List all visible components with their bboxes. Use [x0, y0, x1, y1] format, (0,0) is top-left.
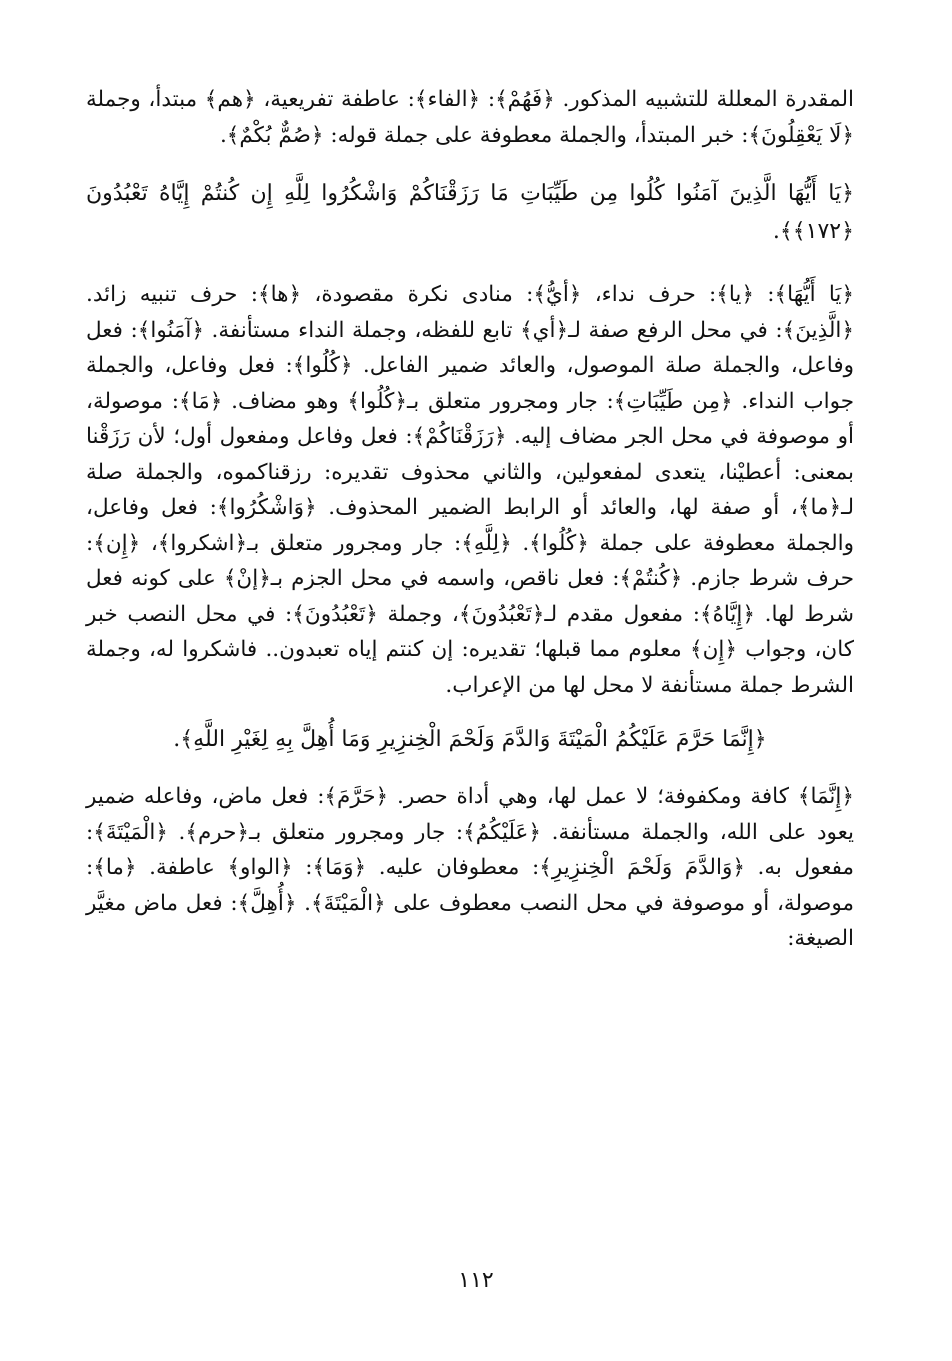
- page-number: ١١٢: [458, 1268, 494, 1293]
- quran-verse-172: ﴿يَا أَيُّهَا الَّذِينَ آمَنُوا كُلُوا مِن طَيِّبَاتِ مَا رَزَقْنَاكُمْ وَاشْكُرُوا لِلَّهِ إِن كُنتُمْ إِيَّاهُ تَعْبُدُونَ ﴿١٧٢﴾﴾.: [86, 181, 854, 244]
- paragraph-parsing-verse-173: ﴿إِنَّمَا﴾ كافة ومكفوفة؛ لا عمل لها، وهي أداة حصر. ﴿حَرَّمَ﴾: فعل ماض، وفاعله ضمير يعود على الله، والجملة مستأنفة. ﴿عَلَيْكُمُ﴾: جار ومجرور متعلق بـ﴿حرم﴾. ﴿الْمَيْتَةَ﴾: مفعول به. ﴿وَالدَّمَ وَلَحْمَ الْخِنزِيرِ﴾: معطوفان عليه. ﴿وَمَا﴾: ﴿الواو﴾ عاطفة. ﴿ما﴾: موصولة، أو موصوفة في محل النصب معطوف على ﴿الْمَيْتَةَ﴾. ﴿أُهِلَّ﴾: فعل ماض مغيَّر الصيغة:: [86, 784, 854, 951]
- paragraph-parsing-verse-172: ﴿يَا أَيُّهَا﴾: ﴿يا﴾: حرف نداء، ﴿أيُّ﴾: منادى نكرة مقصودة، ﴿ها﴾: حرف تنبيه زائد. ﴿الَّذِينَ﴾: في محل الرفع صفة لـ﴿أي﴾ تابع للفظه، وجملة النداء مستأنفة. ﴿آمَنُوا﴾: فعل وفاعل، والجملة صلة الموصول، والعائد ضمير الفاعل. ﴿كُلُوا﴾: فعل وفاعل، والجملة جواب النداء. ﴿مِن طَيِّبَاتِ﴾: جار ومجرور متعلق بـ﴿كُلُوا﴾ وهو مضاف. ﴿مَا﴾: موصولة، أو موصوفة في محل الجر مضاف إليه. ﴿رَزَقْنَاكُمْ﴾: فعل وفاعل ومفعول أول؛ لأن رَزَقْنا بمعنى: أعطيْنا، يتعدى لمفعولين، والثاني محذوف تقديره: رزقناكموه، والجملة صلة لـ﴿ما﴾، أو صفة لها، والعائد أو الرابط الضمير المحذوف. ﴿وَاشْكُرُوا﴾: فعل وفاعل، والجملة معطوفة على جملة ﴿كُلُوا﴾. ﴿لِلَّهِ﴾: جار ومجرور متعلق بـ﴿اشكروا﴾، ﴿إِن﴾: حرف شرط جازم. ﴿كُنتُمْ﴾: فعل ناقص، واسمه في محل الجزم بـ﴿إنْ﴾ على كونه فعل شرط لها. ﴿إِيَّاهُ﴾: مفعول مقدم لـ﴿تَعْبُدُونَ﴾، وجملة ﴿تَعْبُدُونَ﴾: في محل النصب خبر كان، وجواب ﴿إِن﴾ معلوم مما قبلها؛ تقديره: إن كنتم إياه تعبدون.. فاشكروا له، وجملة الشرط جملة مستأنفة لا محل لها من الإعراب.: [86, 282, 854, 698]
- quran-verse-173: ﴿إِنَّمَا حَرَّمَ عَلَيْكُمُ الْمَيْتَةَ وَالدَّمَ وَلَحْمَ الْخِنزِيرِ وَمَا أُهِلَّ بِهِ لِغَيْرِ اللَّهِ﴾.: [173, 727, 767, 752]
- paragraph-intro: المقدرة المعللة للتشبيه المذكور. ﴿فَهُمْ﴾: ﴿الفاء﴾: عاطفة تفريعية، ﴿هم﴾ مبتدأ، وجملة ﴿لَا يَعْقِلُونَ﴾: خبر المبتدأ، والجملة معطوفة على جملة قوله: ﴿صُمٌّ بُكْمٌ﴾.: [86, 87, 854, 148]
- page-body: [86, 82, 854, 957]
